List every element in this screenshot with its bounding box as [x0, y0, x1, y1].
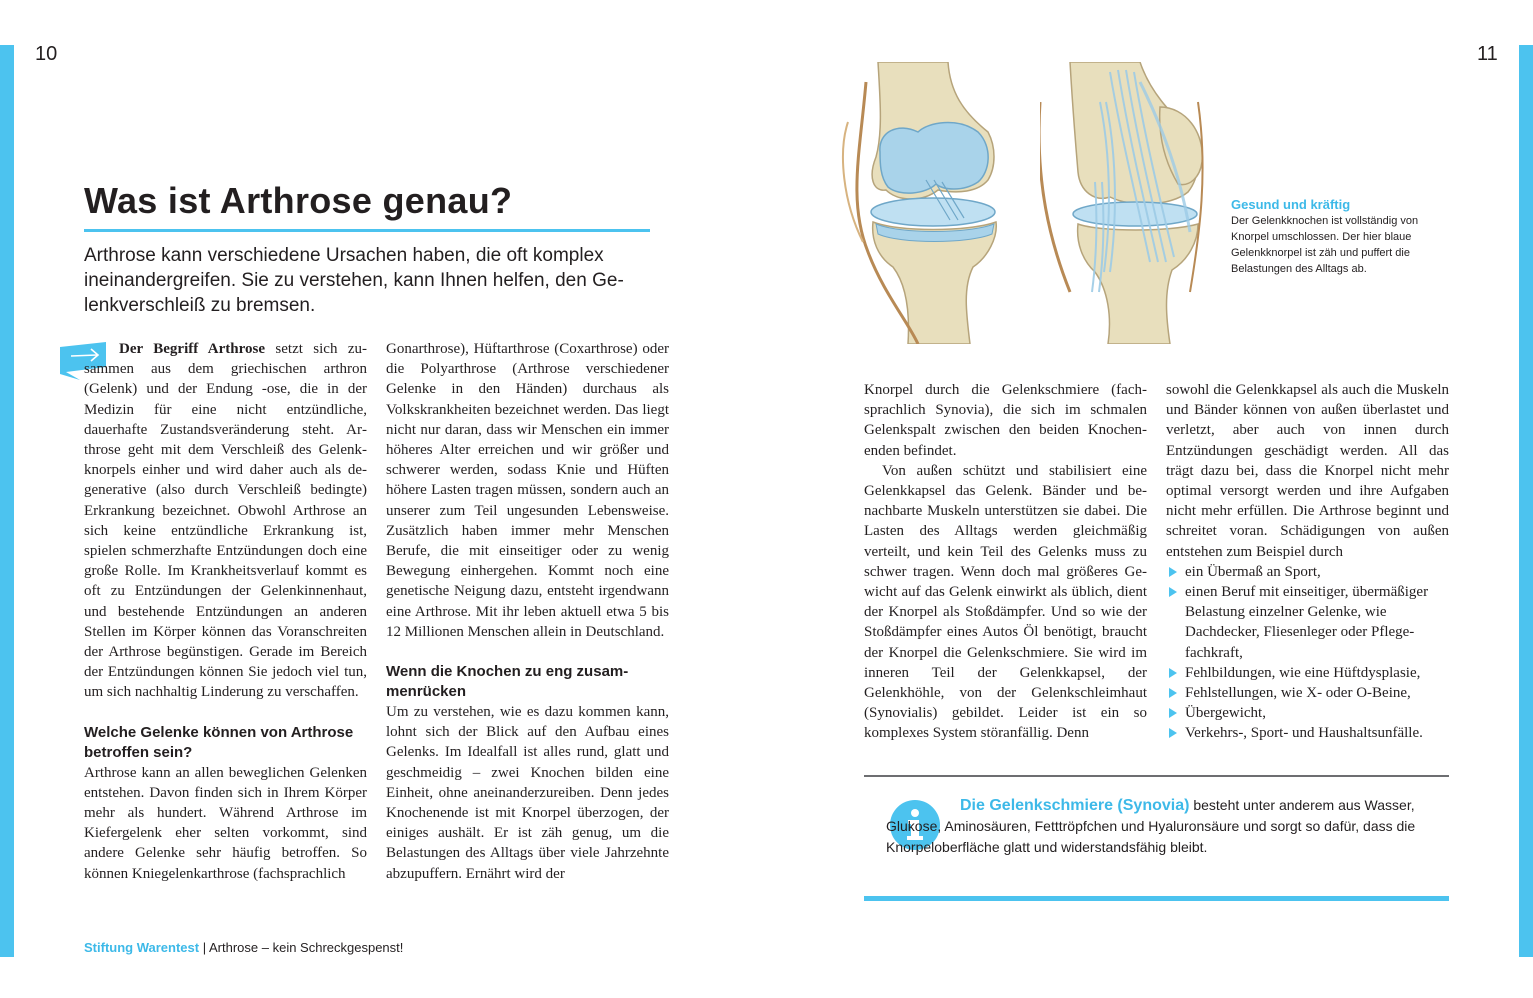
- lead-word: Der Begriff Arthrose: [119, 341, 266, 357]
- text-column-4: [1166, 380, 1449, 744]
- info-box-top-rule: [864, 775, 1449, 777]
- left-edge-bar: [0, 45, 14, 957]
- right-edge-bar: [1519, 45, 1533, 957]
- page-title: Was ist Arthrose genau?: [84, 180, 513, 221]
- col1-paragraph-2: Arthrose kann an allen beweglichen Gelenken entstehen. Davon finden sich in Ihrem Körper mehr als hundert. Während Arthrose im Kiefergelenk eher selten vorkommt, sind andere Gelenke sehr häufig betroffen. So können Kniegelenkarthrose (fachsprachlich: [84, 764, 367, 882]
- info-highlight: Die Gelenkschmiere (Synovia): [960, 797, 1190, 814]
- info-box-bottom-rule: [864, 896, 1449, 901]
- knee-illustration-side: [1040, 62, 1210, 344]
- col3-paragraph-2: Von außen schützt und stabilisiert eine Gelenkkapsel das Gelenk. Bänder und benachbarte Muskeln unterstützen sie dabei. Die Lasten des Alltags werden gleichmäßig verteilt, und kein Teil des Gelenks muss zu schwer tragen. Wenn doch mal größeres Gewicht auf das Gelenk einwirkt als üblich, dient der Knorpel als Stoßdämpfer. Und so wie der Stoßdämpfer eines Autos Öl benötigt, braucht der Knorpel die Gelenkschmiere. Sie wird im inneren Teil der Gelenkkapsel, der Gelenkhöhle, von der Gelenkschleimhaut (Synovialis) gebildet. Leider ist ein so komplexes System störanfällig. Denn: [864, 462, 1147, 742]
- footer-book-title: Arthrose – kein Schreckgespenst!: [209, 940, 404, 955]
- knee-illustration-front: [838, 62, 1008, 344]
- triangle-bullet-icon: [1169, 728, 1177, 738]
- cause-list: [1166, 562, 1449, 744]
- footer-brand: Stiftung Warentest: [84, 940, 200, 955]
- col4-paragraph-1: sowohl die Gelenkkapsel als auch die Muskeln und Bänder können von außen überlastet und verletzt, aber auch von innen durch Entzündungen geschädigt werden. All das trägt dazu bei, dass die Knorpel nicht mehr optimal versorgt werden und ihre Aufgaben nicht mehr erfüllen. Die Arthrose beginnt und schreitet voran. Schädigungen von außen entstehen zum Beispiel durch: [1166, 382, 1449, 560]
- subheading-bones: Wenn die Knochen zu eng zusammenrücken: [386, 663, 629, 701]
- info-box-text: [886, 795, 1426, 858]
- info-body: besteht unter anderem aus Wasser, Glukose, Aminosäuren, Fetttröpfchen und Hyaluronsäure und sorgt so dafür, dass die Knorpeloberfläche glatt und widerstandsfähig bleibt.: [886, 797, 1416, 855]
- list-item: Fehlstellungen, wie X- oder O-Beine,: [1166, 683, 1449, 703]
- triangle-bullet-icon: [1169, 567, 1177, 577]
- col2-paragraph-2: Um zu verstehen, wie es dazu kommen kann, lohnt sich der Blick auf den Aufbau eines Gelenks. Im Idealfall ist alles rund, glatt und geschmeidig – zwei Knochen bilden eine Einheit, ohne aneinanderzureiben. Denn jedes Knochenende ist mit Knorpel überzogen, der einiges aushält. Er ist zäh genug, um die Belastungen des Alltags über viele Jahrzehnte abzupuffern. Ernährt wird der: [386, 704, 669, 882]
- caption-title: Gesund und kräftig: [1231, 197, 1351, 212]
- footer-separator: |: [202, 940, 207, 955]
- list-item: ein Übermaß an Sport,: [1166, 562, 1449, 582]
- figure-caption: [1231, 196, 1431, 277]
- subheading-joints: Welche Gelenke können von Arthrose betroffen sein?: [84, 723, 354, 761]
- triangle-bullet-icon: [1169, 587, 1177, 597]
- text-column-3: [864, 380, 1147, 744]
- lead-paragraph: Arthrose kann verschiedene Ursachen haben, die oft komplex ineinandergreifen. Sie zu verstehen, kann Ihnen helfen, den Gelenkverschleiß zu bremsen.: [84, 245, 624, 316]
- text-column-2: [386, 339, 669, 884]
- triangle-bullet-icon: [1169, 688, 1177, 698]
- list-item: einen Beruf mit einseitiger, übermäßiger Belastung einzelner Gelenke, wie Dachdecker, Fliesenleger oder Pflegefachkraft,: [1166, 582, 1449, 663]
- text-column-1: [84, 339, 367, 884]
- title-underline: [84, 229, 650, 232]
- triangle-bullet-icon: [1169, 668, 1177, 678]
- list-item: Übergewicht,: [1166, 703, 1449, 723]
- caption-text: Der Gelenkknochen ist vollständig von Knorpel umschlossen. Der hier blaue Gelenkknorpel ist zäh und puffert die Belastungen des Alltags ab.: [1231, 215, 1419, 275]
- list-item: Fehlbildungen, wie eine Hüftdysplasie,: [1166, 663, 1449, 683]
- list-item: Verkehrs-, Sport- und Haushaltsunfälle.: [1166, 723, 1449, 743]
- page-number-left: 10: [35, 43, 58, 65]
- triangle-bullet-icon: [1169, 708, 1177, 718]
- page-number-right: 11: [1477, 43, 1498, 65]
- col2-paragraph-1: Gonarthrose), Hüftarthrose (Coxarthrose) oder die Polyarthrose (Arthrose verschiedener Gelenke in den Händen) durchaus als Volkskrankheiten bezeichnet werden. Das liegt nicht nur daran, dass wir Menschen ein immer höheres Alter erreichen und wir größer und schwerer werden, sodass Knie und Hüften höhere Lasten tragen müssen, sondern auch an unserer zum Teil ungesunden Lebensweise. Zusätzlich haben immer mehr Menschen Berufe, die mit einseitiger oder zu wenig Bewegung einhergehen. Kommt noch eine genetische Neigung dazu, entsteht irgendwann eine Arthrose. Mit ihr leben aktuell etwa 5 bis 12 Millionen Menschen allein in Deutschland.: [386, 341, 669, 640]
- page-footer: [84, 940, 403, 955]
- col1-paragraph-1: setzt sich zusammen aus dem griechischen arthron (Gelenk) und der Endung -ose, die in der Medizin für eine nicht entzündliche, dauerhafte Zustandsveränderung steht. Arthrose geht mit dem Verschleiß des Gelenkknorpels einher und wird daher auch als degenerative (also durch Verschleiß bedingte) Erkrankung bezeichnet. Obwohl Arthrose an sich keine entzündliche Erkrankung ist, spielen schmerzhafte Entzündungen doch eine große Rolle. Im Krankheitsverlauf kommt es oft zu Entzündungen der Gelenkinnenhaut, und bestehende Entzündungen an anderen Stellen im Körper können das Voranschreiten der Arthrose begünstigen. Gerade im Bereich der Entzündungen können Sie jedoch viel tun, um sich nachhaltig Linderung zu verschaffen.: [84, 341, 367, 701]
- col3-paragraph-1: Knorpel durch die Gelenkschmiere (fachsprachlich Synovia), die sich im schmalen Gelenkspalt zwischen den beiden Knochenenden befindet.: [864, 382, 1147, 459]
